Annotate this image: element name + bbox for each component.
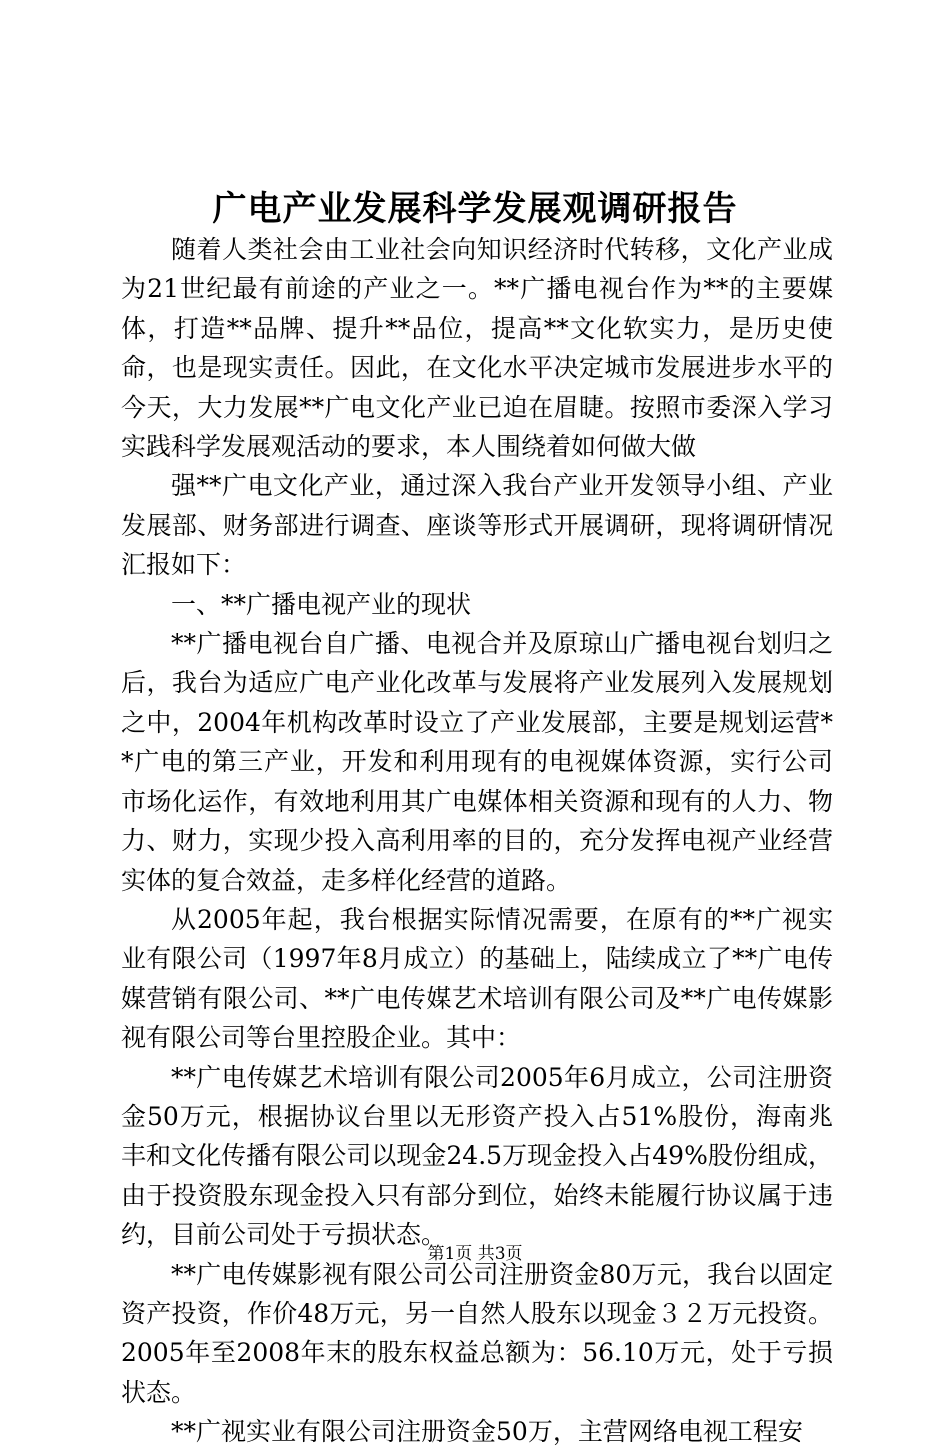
paragraph-survey-method: 强**广电文化产业，通过深入我台产业开发领导小组、产业发展部、财务部进行调查、座谈等形式开展调研，现将调研情况汇报如下： (121, 471, 833, 580)
document-body (121, 230, 833, 1452)
page-number-footer: 第1页 共3页 (427, 1244, 523, 1264)
paragraph-companies: 从2005年起，我台根据实际情况需要，在原有的**广视实业有限公司（1997年8月成立）的基础上，陆续成立了**广电传媒营销有限公司、**广电传媒艺术培训有限公司及**广电传媒影视有限公司等台里控股企业。其中： (121, 904, 833, 1053)
paragraph-art-training-company: **广电传媒艺术培训有限公司2005年6月成立，公司注册资金50万元，根据协议台里以无形资产投入占51%股份，海南兆丰和文化传播有限公司以现金24.5万现金投入占49%股份组成，由于投资股东现金投入只有部分到位，始终未能履行协议属于违约，目前公司处于亏损状态。 (121, 1062, 833, 1250)
paragraph-film-company: **广电传媒影视有限公司公司注册资金80万元，我台以固定资产投资，作价48万元，另一自然人股东以现金３２万元投资。2005年至2008年末的股东权益总额为：56.10万元，处于亏损状态。 (121, 1259, 833, 1407)
paragraph-station-history: **广播电视台自广播、电视合并及原琼山广播电视台划归之后，我台为适应广电产业化改革与发展将产业发展列入发展规划之中，2004年机构改革时设立了产业发展部，主要是规划运营**广电的第三产业，开发和利用现有的电视媒体资源，实行公司市场化运作，有效地利用其广电媒体相关资源和现有的人力、物力、财力，实现少投入高利用率的目的，充分发挥电视产业经营实体的复合效益，走多样化经营的道路。 (121, 629, 833, 895)
paragraph-intro: 随着人类社会由工业社会向知识经济时代转移，文化产业成为21世纪最有前途的产业之一。**广播电视台作为**的主要媒体，打造**品牌、提升**品位，提高**文化软实力，是历史使命，也是现实责任。因此，在文化水平决定城市发展进步水平的今天，大力发展**广电文化产业已迫在眉睫。按照市委深入学习实践科学发展观活动的要求，本人围绕着如何做大做 (121, 235, 833, 462)
document-title: 广电产业发展科学发展观调研报告 (212, 189, 738, 229)
section-heading-status: 一、**广播电视产业的现状 (171, 589, 472, 619)
paragraph-industrial-company: **广视实业有限公司注册资金50万，主营网络电视工程安 (171, 1417, 803, 1447)
